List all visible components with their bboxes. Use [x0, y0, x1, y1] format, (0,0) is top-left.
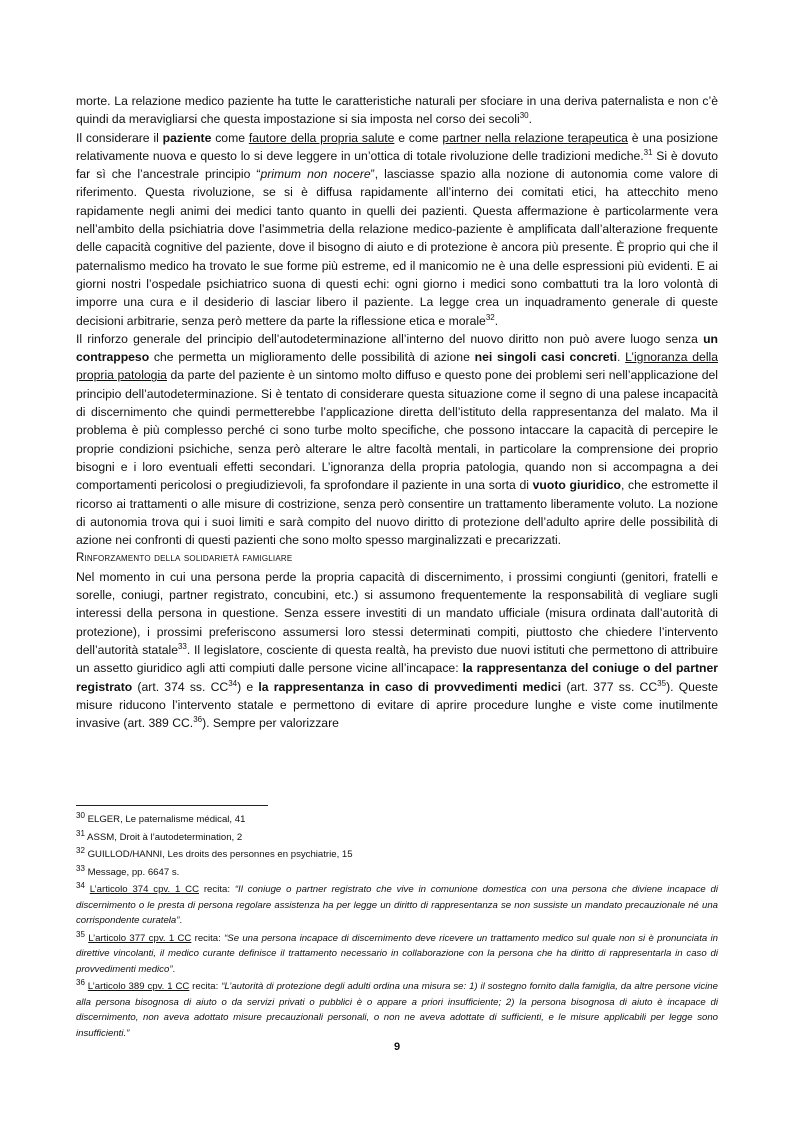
footnote-number: 33 [76, 863, 85, 873]
section-heading: Rinforzamento della solidarietà famigliare [76, 552, 293, 565]
footnote-text: Message, pp. 6647 s. [87, 866, 180, 878]
footnote-separator [76, 805, 268, 806]
footnote-quote: “Il coniuge o partner registrato che vive in comunione domestica con una persona che diviene incapace di discernimento o le presta di persona regolare assistenza ha per legge un diritto di rappresentanza se non sussiste un mandato precauzionale né una corrispondente curatela” [76, 884, 718, 926]
footnote [76, 882, 718, 929]
footnote-quote: “L’autorità di protezione degli adulti ordina una misura se: 1) il sostegno fornito dalla famiglia, da altre persone vicine alla persona bisognosa di aiuto o da servizi privati o pubblici è o appare a priori insufficiente; 2) la persona bisognosa di aiuto è incapace di discernimento, non aveva adottato misure precauzionali personali, o non ne aveva adottate di sufficienti, e le misure applicabili per legge sono insufficienti.” [76, 981, 718, 1039]
text-run: Il rinforzo generale del principio dell’autodeterminazione all’interno del nuovo diritto non può avere luogo senza [76, 331, 704, 346]
underlined-term: L’ignoranza della propria patologia [76, 350, 719, 383]
underlined-term: fautore della propria salute [248, 130, 395, 145]
footnote-number: 36 [76, 977, 85, 987]
bold-term: vuoto giuridico [532, 478, 621, 493]
footnote-ref[interactable]: 31 [643, 147, 653, 157]
bold-term: nei singoli casi concreti [474, 350, 617, 365]
footnotes [76, 812, 718, 1041]
text-run: Il considerare il [76, 130, 163, 145]
footnote-text: ASSM, Droit à l’autodetermination, 2 [87, 831, 243, 843]
text-run: da parte del paziente è un sintomo molto diffuso e questo pone dei problemi seri nell’applicazione del principio dell’autodeterminazione. Si è tentato di considerare questa situazione come il segno di una palese incapacità di discernimento che quindi permetterebbe l’applicazione diretta dell’istituto della rappresentanza del malato. Ma il problema è più complesso perché ci sono turbe molto specifiche, che possono intaccare la capacità di percepire le proprie condizioni psichiche, senza però alterare le altre facoltà mentali, in particolare la comprensione dei proprio bisogni e i loro eventuali effetti secondari. L’ignoranza della propria patologia, quando non si accompagna a dei comportamenti pericolosi o pregiudizievoli, fa sprofondare il paziente in una sorta di [76, 368, 719, 493]
footnote [76, 830, 718, 846]
underlined-term: partner nella relazione terapeutica [442, 130, 628, 145]
footnote-number: 34 [76, 880, 85, 890]
text-run: ”, lasciasse spazio alla nozione di autonomia come valore di riferimento. Questa rivoluzione, se si è diffusa rapidamente all’interno dei comitati etici, ha attecchito meno rapidamente negli animi dei medici tanto quanto in quelli dei pazienti. Questa affermazione è particolarmente vera nell’ambito della psichiatria dove l’asimmetria della relazione medico-paziente è amplificata dall’alterazione frequente delle capacità cognitive del paziente, dove il bisogno di aiuto e di protezione è ancora più presente. È proprio qui che il paternalismo medico ha trovato le sue forme più estreme, ed il manicomio ne è una delle espressioni più evidenti. E ai giorni nostri l’ospedale psichiatrico suona di questi echi: ogni giorno i medici sono combattuti tra la loro volontà di imporre una cura e il desiderio di lasciar libero il paziente. La legge crea un inquadramento generale di queste decisioni arbitrarie, senza però mettere da parte la riflessione etica e morale [76, 167, 719, 328]
footnote-ref[interactable]: 33 [177, 641, 187, 651]
footnote-text: . [179, 915, 183, 926]
footnote-ref[interactable]: 30 [519, 111, 529, 121]
italic-term: primum non nocere [260, 167, 371, 182]
footnote-ref[interactable]: 32 [485, 312, 495, 322]
footnote-number: 31 [76, 828, 85, 838]
footnote-text: recita: [199, 884, 235, 895]
footnote [76, 931, 718, 978]
text-run: ). Queste misure riducono l’intervento statale e permettono di evitare di aprire procedure lunghe e viste come inutilmente invasive (art. 389 CC. [76, 679, 719, 731]
article-link[interactable]: L’articolo 389 cpv. 1 CC [87, 981, 190, 992]
text-run: (art. 374 ss. CC [132, 679, 229, 694]
text-run: (art. 377 ss. CC [561, 679, 658, 694]
text-run: Nel momento in cui una persona perde la propria capacità di discernimento, i prossimi congiunti (genitori, fratelli e sorelle, coniugi, partner registrato, concubini, etc.) si assumono frequentemente la responsabilità di vegliare sugli interessi della persona in questione. Senza essere investiti di un mandato ufficiale (misura ordinata dall’autorità di protezione), i prossimi preferiscono assumersi loro stessi determinati compiti, piuttosto che chiedere l’intervento dell’autorità statale [76, 569, 718, 657]
text-run: Si è dovuto far sì che l’ancestrale principio “ [76, 148, 718, 182]
bold-term: la rappresentanza del coniuge o del partner registrato [76, 661, 718, 694]
text-run: morte. La relazione medico paziente ha tutte le caratteristiche naturali per sfociare in una deriva paternalista e non c’è quindi da meravigliarsi che questa impostazione si sia imposta nel corso dei secoli [76, 94, 718, 127]
footnote-text: ELGER, Le paternalisme médical, 41 [87, 814, 246, 825]
text-run: . [494, 313, 499, 328]
footnote-quote: “Se una persona incapace di discernimento deve ricevere un trattamento medico sul quale non si è pronunciata in direttive vincolanti, il medico curante definisce il trattamento necessario in collaborazione con la persona che ha diritto di rappresentarla in caso di provvedimenti medico” [76, 932, 719, 975]
footnote [76, 979, 718, 1041]
main-text [76, 92, 718, 732]
footnote-text: . [172, 963, 176, 975]
bold-term: un contrappeso [76, 331, 718, 365]
text-run: che permetta un miglioramento delle possibilità di azione [149, 350, 475, 365]
footnote-text: GUILLOD/HANNI, Les droits des personnes en psychiatrie, 15 [87, 849, 353, 860]
text-run: , che estromette il ricorso ai trattamenti o alle misure di costrizione, senza però consentire un trattamento liberamente voluto. La nozione di autonomia trova qui i suoi limiti e sarà compito del nuovo diritto di protezione dell’adulto aprire delle possibilità di azione nei confronti di questi pazienti che sono molto spesso marginalizzati e precarizzati. [76, 478, 719, 548]
footnote-ref[interactable]: 35 [657, 678, 667, 688]
footnote-text: recita: [189, 981, 222, 992]
footnote-text: recita: [191, 932, 225, 944]
paragraph [76, 129, 718, 330]
bold-term: la rappresentanza in caso di provvedimenti medici [258, 679, 562, 694]
paragraph [76, 330, 718, 550]
footnote-ref[interactable]: 36 [193, 715, 203, 725]
text-run: come [211, 130, 249, 145]
page-number: 9 [393, 1041, 401, 1053]
text-run: . Il legislatore, cosciente di questa realtà, ha previsto due nuovi istituti che permettono di attribuire un assetto giuridico agli atti compiuti dalle persone vicine all’incapace: [76, 642, 718, 676]
footnote-number: 35 [76, 929, 85, 939]
text-run: ) e [237, 679, 259, 694]
paragraph [76, 92, 718, 129]
footnote [76, 812, 718, 828]
article-link[interactable]: L’articolo 374 cpv. 1 CC [89, 884, 200, 895]
footnote-number: 32 [76, 845, 85, 855]
text-run: è una posizione relativamente nuova e questo lo si deve leggere in un’ottica di totale rivoluzione delle tradizioni mediche. [76, 130, 718, 163]
article-link[interactable]: L’articolo 377 cpv. 1 CC [88, 932, 192, 944]
footnote [76, 847, 718, 863]
text-run: . [616, 350, 626, 365]
text-run: ). Sempre per valorizzare [202, 716, 339, 731]
bold-term: paziente [162, 130, 212, 145]
footnote-number: 30 [76, 810, 85, 820]
footnote-ref[interactable]: 34 [228, 678, 238, 688]
footnote [76, 865, 718, 881]
text-run: . [528, 112, 533, 127]
text-run: e come [394, 130, 443, 145]
paragraph [76, 568, 718, 733]
